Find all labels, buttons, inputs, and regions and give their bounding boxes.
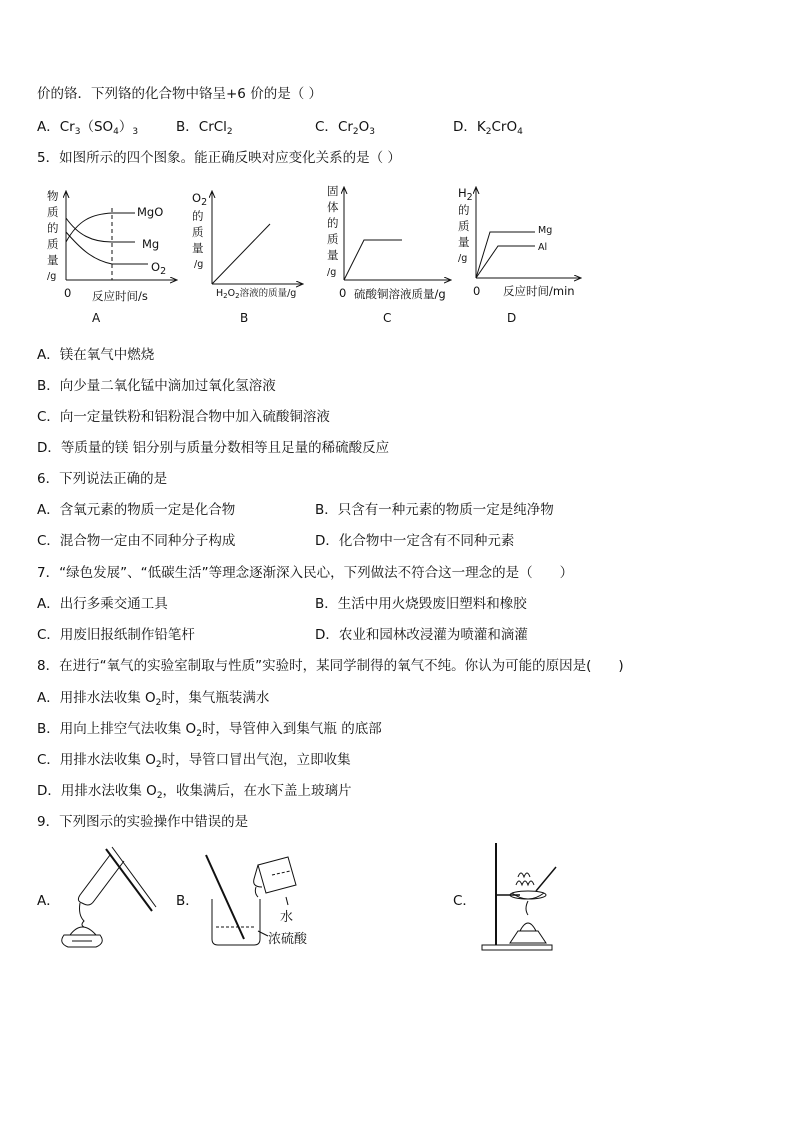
q4-option-c: C．$Cr_2O_3$ — [315, 119, 376, 137]
q7-option-b: B．生活中用火烧毁废旧塑料和橡胶 — [315, 596, 527, 612]
q7-option-d: D．农业和园林改浸灌为喷灌和滴灌 — [315, 627, 528, 643]
stirring-rod — [536, 867, 556, 891]
q6-option-a: A．含氧元素的物质一定是化合物 — [37, 502, 236, 518]
svg-text:固: 固 — [327, 184, 339, 198]
q4-stem-tail: 价的铬．下列铬的化合物中铬呈+6 价的是（ ） — [37, 86, 322, 102]
q5-option-b: B．向少量二氧化锰中滴加过氧化氢溶液 — [37, 378, 276, 394]
svg-text:/g: /g — [458, 253, 468, 264]
q5-graphs — [0, 180, 794, 330]
q6-option-b: B．只含有一种元素的物质一定是纯净物 — [315, 502, 554, 518]
q6-option-d: D．化合物中一定含有不同种元素 — [315, 533, 515, 549]
q8-option-b: B．用向上排空气法收集 $O_2$时，导管伸入到集气瓶 的底部 — [37, 721, 382, 739]
svg-text:水: 水 — [280, 910, 294, 925]
q4-option-d: D．$K_2CrO_4$ — [453, 119, 523, 137]
q7-stem: 7．“绿色发展”、“低碳生活”等理念逐渐深入民心，下列做法不符合这一理念的是（ ） — [37, 565, 574, 581]
svg-text:质: 质 — [458, 219, 470, 233]
svg-text:/g: /g — [47, 271, 57, 282]
svg-text:硫酸铜溶液质量/g: 硫酸铜溶液质量/g — [354, 287, 446, 301]
svg-text:Mg: Mg — [142, 237, 160, 251]
q9-stem: 9．下列图示的实验操作中错误的是 — [37, 814, 249, 830]
svg-text:0: 0 — [339, 286, 347, 300]
svg-text:的: 的 — [458, 203, 470, 217]
svg-text:Mg: Mg — [538, 225, 553, 236]
svg-text:量: 量 — [192, 241, 204, 255]
svg-text:0: 0 — [473, 284, 481, 298]
svg-text:物: 物 — [47, 189, 59, 203]
svg-text:0: 0 — [64, 286, 72, 300]
svg-text:D: D — [507, 311, 517, 325]
graph-b — [192, 191, 302, 325]
svg-text:Al: Al — [538, 242, 548, 253]
illustration-a-test-tube-heating — [62, 847, 156, 947]
svg-text:体: 体 — [327, 200, 339, 214]
lamp-wick-cap — [70, 927, 96, 935]
q8-option-d: D．用排水法收集 $O_2$，收集满后，在水下盖上玻璃片 — [37, 783, 352, 801]
graph-d-al-line — [476, 246, 535, 278]
svg-text:反应时间/min: 反应时间/min — [503, 284, 575, 298]
svg-text:C: C — [383, 311, 392, 325]
flame-c — [526, 901, 528, 915]
q9-label-c: C． — [453, 893, 476, 909]
q7-option-c: C．用废旧报纸制作铅笔杆 — [37, 627, 195, 643]
svg-text:的: 的 — [327, 216, 339, 230]
q5-option-a: A．镁在氧气中燃烧 — [37, 347, 155, 363]
q5-option-c: C．向一定量铁粉和铝粉混合物中加入硫酸铜溶液 — [37, 409, 330, 425]
graph-a-o2-curve — [66, 232, 148, 264]
q7-option-a: A．出行多乘交通工具 — [37, 596, 168, 612]
svg-text:O2: $O_2$ — [192, 191, 208, 208]
graph-a-mgo-curve — [66, 213, 135, 242]
svg-text:B: B — [240, 311, 249, 325]
graph-d-mg-line — [476, 232, 535, 278]
q8-stem: 8．在进行“氧气的实验室制取与性质”实验时，某同学制得的氧气不纯。你认为可能的原因是( ) — [37, 658, 624, 674]
graph-a-mg-curve — [66, 218, 135, 242]
pour-stream — [255, 887, 258, 897]
svg-text:量: 量 — [327, 248, 339, 262]
q8-option-c: C．用排水法收集 $O_2$时，导管口冒出气泡，立即收集 — [37, 752, 351, 770]
svg-text:质: 质 — [327, 232, 339, 246]
svg-text:反应时间/s: 反应时间/s — [92, 289, 148, 303]
flame — [80, 903, 85, 927]
steam — [516, 881, 534, 885]
svg-text:/g: /g — [327, 267, 337, 278]
svg-text:H2O2溶液的质量/g: $H_2O_2$溶液的质量/g — [216, 288, 297, 300]
svg-text:浓硫酸: 浓硫酸 — [268, 932, 308, 947]
q9-label-a: A． — [37, 893, 60, 909]
pouring-beaker — [258, 857, 296, 893]
svg-text:H2: $H_2$ — [458, 186, 473, 203]
svg-text:量: 量 — [458, 235, 470, 249]
svg-text:MgO: MgO — [137, 205, 164, 219]
svg-text:/g: /g — [194, 259, 204, 270]
graph-c-line — [344, 240, 402, 280]
stand-base — [482, 945, 552, 950]
q4-option-b: B．CrCl$_2$ — [176, 119, 233, 137]
q5-stem: 5．如图所示的四个图象。能正确反映对应变化关系的是（ ） — [37, 150, 401, 166]
svg-text:的: 的 — [47, 221, 59, 235]
q8-option-a: A．用排水法收集 $O_2$时，集气瓶装满水 — [37, 690, 270, 708]
q5-option-d: D．等质量的镁 铝分别与质量分数相等且足量的稀硫酸反应 — [37, 440, 390, 456]
graph-a — [47, 189, 176, 325]
svg-text:质: 质 — [47, 205, 59, 219]
illustration-c-evaporation — [482, 843, 556, 950]
q6-option-c: C．混合物一定由不同种分子构成 — [37, 533, 236, 549]
graph-b-line — [212, 224, 270, 284]
graph-d — [458, 186, 580, 325]
svg-text:量: 量 — [47, 253, 59, 267]
q4-option-a: A．$Cr_3(SO_4)_3$ — [37, 119, 139, 137]
alcohol-lamp-c — [510, 931, 546, 943]
svg-text:A: A — [92, 311, 101, 325]
svg-text:的: 的 — [192, 209, 204, 223]
q6-stem: 6．下列说法正确的是 — [37, 471, 168, 487]
svg-text:质: 质 — [192, 225, 204, 239]
svg-text:O2: $O_2$ — [151, 260, 167, 277]
q9-label-b: B． — [176, 893, 199, 909]
q9-illustrations — [0, 835, 794, 960]
svg-text:质: 质 — [47, 237, 59, 251]
graph-c — [327, 184, 450, 325]
test-tube-holder — [106, 849, 152, 911]
